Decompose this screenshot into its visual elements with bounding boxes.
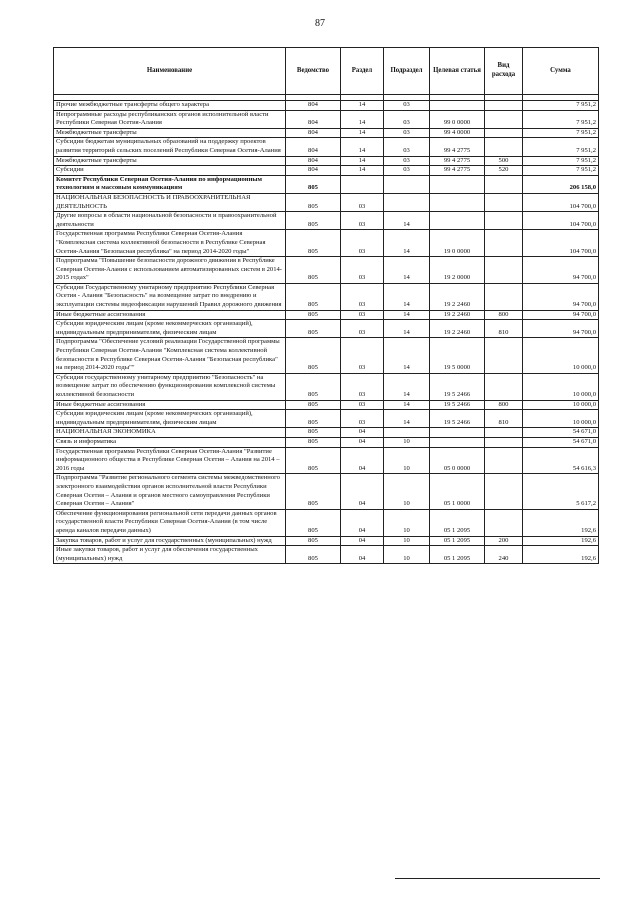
table-row xyxy=(54,447,599,474)
cell-ved: 805 xyxy=(286,320,341,338)
cell-vid xyxy=(485,373,523,400)
cell-razd: 04 xyxy=(341,509,384,536)
table-row xyxy=(54,546,599,564)
cell-pod xyxy=(384,175,430,193)
cell-ved: 805 xyxy=(286,447,341,474)
cell-vid xyxy=(485,474,523,509)
table-row xyxy=(54,156,599,166)
cell-vid: 810 xyxy=(485,320,523,338)
cell-name: Непрограммные расходы республиканских органов исполнительной власти Республики Северная Осетия-Алания xyxy=(54,110,286,128)
table-body xyxy=(54,95,599,564)
cell-name: Государственная программа Республики Северная Осетия-Алания "Развитие информационного общества в Республике Северная Осетия – Алания на 2014 – 2016 годы xyxy=(54,447,286,474)
cell-pod: 03 xyxy=(384,156,430,166)
cell-pod: 10 xyxy=(384,437,430,447)
cell-cel xyxy=(430,428,485,438)
cell-sum: 192,6 xyxy=(523,509,599,536)
cell-name: Субсидии Государственному унитарному предприятию Республики Северная Осетия - Алания "Безопасность" на возмещение затрат по внедрению и эксплуатации системы видеофиксации нарушений Правил дорожного движения xyxy=(54,283,286,310)
cell-cel: 19 2 2460 xyxy=(430,310,485,320)
cell-cel: 05 0 0000 xyxy=(430,447,485,474)
cell-vid: 500 xyxy=(485,156,523,166)
cell-cel: 05 1 0000 xyxy=(430,474,485,509)
cell-cel xyxy=(430,437,485,447)
cell-cel: 19 5 2466 xyxy=(430,373,485,400)
cell-name: Прочие межбюджетные трансферты общего характера xyxy=(54,101,286,111)
cell-name: НАЦИОНАЛЬНАЯ ЭКОНОМИКА xyxy=(54,428,286,438)
cell-sum: 54 671,0 xyxy=(523,428,599,438)
cell-sum: 192,6 xyxy=(523,536,599,546)
cell-razd: 03 xyxy=(341,193,384,211)
cell-name: Субсидии бюджетам муниципальных образований на поддержку проектов развития территорий сельских поселений Республики Северная Осетия-Алания xyxy=(54,138,286,156)
table-row xyxy=(54,437,599,447)
cell-razd: 14 xyxy=(341,166,384,176)
cell-name: Межбюджетные трансферты xyxy=(54,128,286,138)
cell-cel: 19 5 2466 xyxy=(430,400,485,410)
table-row xyxy=(54,257,599,284)
cell-vid xyxy=(485,509,523,536)
table-row xyxy=(54,338,599,373)
cell-sum: 94 700,0 xyxy=(523,283,599,310)
table-row xyxy=(54,138,599,156)
cell-pod: 10 xyxy=(384,536,430,546)
cell-pod: 14 xyxy=(384,320,430,338)
table-row xyxy=(54,428,599,438)
cell-cel: 05 1 2095 xyxy=(430,509,485,536)
cell-pod: 10 xyxy=(384,447,430,474)
cell-pod: 14 xyxy=(384,338,430,373)
table-row xyxy=(54,320,599,338)
cell-pod: 14 xyxy=(384,212,430,230)
cell-pod: 10 xyxy=(384,509,430,536)
cell-razd: 03 xyxy=(341,320,384,338)
cell-ved: 805 xyxy=(286,230,341,257)
cell-pod: 14 xyxy=(384,257,430,284)
cell-pod: 14 xyxy=(384,283,430,310)
cell-razd: 03 xyxy=(341,283,384,310)
cell-cel: 19 2 2460 xyxy=(430,320,485,338)
cell-cel: 99 4 2775 xyxy=(430,166,485,176)
header-vid: Вид расхода xyxy=(485,48,523,95)
cell-cel xyxy=(430,193,485,211)
cell-razd: 04 xyxy=(341,474,384,509)
cell-sum: 7 951,2 xyxy=(523,101,599,111)
cell-pod: 14 xyxy=(384,400,430,410)
cell-cel: 99 4 2775 xyxy=(430,156,485,166)
cell-razd: 04 xyxy=(341,428,384,438)
header-podrazd: Подраздел xyxy=(384,48,430,95)
cell-cel xyxy=(430,101,485,111)
table-row xyxy=(54,310,599,320)
cell-razd: 14 xyxy=(341,101,384,111)
cell-vid: 200 xyxy=(485,536,523,546)
cell-name: Субсидии юридическим лицам (кроме некоммерческих организаций), индивидуальным предпринимателям, физическим лицам xyxy=(54,320,286,338)
table-row xyxy=(54,110,599,128)
cell-razd: 04 xyxy=(341,536,384,546)
cell-sum: 10 000,0 xyxy=(523,410,599,428)
cell-vid xyxy=(485,128,523,138)
cell-vid xyxy=(485,101,523,111)
cell-name: Субсидия государственному унитарному предприятию "Безопасность" на возмещение затрат по обеспечению функционирования комплексной системы коллективной безопасности xyxy=(54,373,286,400)
cell-razd: 04 xyxy=(341,546,384,564)
cell-name: Подпрограмма "Обеспечение условий реализации Государственной программы Республики Северная Осетия-Алания "Комплексная система коллективной безопасности в Республике Северная Осетия-Алания "Безопасная республика" на период 2014-2020 годы"" xyxy=(54,338,286,373)
table-row xyxy=(54,474,599,509)
cell-razd: 14 xyxy=(341,110,384,128)
cell-ved: 805 xyxy=(286,546,341,564)
cell-pod: 14 xyxy=(384,373,430,400)
cell-vid: 800 xyxy=(485,310,523,320)
cell-name: Субсидии юридическим лицам (кроме некоммерческих организаций), индивидуальным предпринимателям, физическим лицам xyxy=(54,410,286,428)
table-header-row xyxy=(54,48,599,95)
cell-ved: 805 xyxy=(286,193,341,211)
cell-vid xyxy=(485,212,523,230)
cell-vid xyxy=(485,230,523,257)
cell-razd: 03 xyxy=(341,257,384,284)
cell-name: Закупка товаров, работ и услуг для государственных (муниципальных) нужд xyxy=(54,536,286,546)
cell-cel xyxy=(430,175,485,193)
cell-razd: 03 xyxy=(341,310,384,320)
cell-ved: 804 xyxy=(286,128,341,138)
cell-sum: 94 700,0 xyxy=(523,257,599,284)
cell-ved: 804 xyxy=(286,101,341,111)
cell-razd: 14 xyxy=(341,156,384,166)
cell-name: Комитет Республики Северная Осетия-Алания по информационным технологиям и массовым коммуникациям xyxy=(54,175,286,193)
cell-razd: 14 xyxy=(341,128,384,138)
cell-ved: 805 xyxy=(286,283,341,310)
cell-name: Другие вопросы в области национальной безопасности и правоохранительной деятельности xyxy=(54,212,286,230)
cell-sum: 104 700,0 xyxy=(523,212,599,230)
cell-razd xyxy=(341,175,384,193)
cell-ved: 805 xyxy=(286,310,341,320)
cell-vid xyxy=(485,283,523,310)
cell-sum: 10 000,0 xyxy=(523,338,599,373)
cell-ved: 805 xyxy=(286,509,341,536)
cell-razd: 04 xyxy=(341,447,384,474)
cell-pod: 14 xyxy=(384,410,430,428)
header-name: Наименование xyxy=(54,48,286,95)
cell-ved: 805 xyxy=(286,257,341,284)
cell-name: Иные бюджетные ассигнования xyxy=(54,310,286,320)
cell-ved: 805 xyxy=(286,410,341,428)
cell-ved: 805 xyxy=(286,400,341,410)
cell-name: Межбюджетные трансферты xyxy=(54,156,286,166)
cell-name: Подпрограмма "Повышение безопасности дорожного движения в Республике Северная Осетия-Алания с использованием автоматизированных систем в 2014-2015 годах" xyxy=(54,257,286,284)
cell-razd: 03 xyxy=(341,373,384,400)
table-row xyxy=(54,175,599,193)
cell-pod: 03 xyxy=(384,110,430,128)
cell-ved: 805 xyxy=(286,212,341,230)
cell-sum: 94 700,0 xyxy=(523,320,599,338)
cell-name: НАЦИОНАЛЬНАЯ БЕЗОПАСНОСТЬ И ПРАВООХРАНИТЕЛЬНАЯ ДЕЯТЕЛЬНОСТЬ xyxy=(54,193,286,211)
cell-cel: 19 5 0000 xyxy=(430,338,485,373)
cell-ved: 805 xyxy=(286,373,341,400)
cell-ved: 804 xyxy=(286,110,341,128)
cell-razd: 03 xyxy=(341,212,384,230)
cell-name: Иные бюджетные ассигнования xyxy=(54,400,286,410)
cell-name: Иные закупки товаров, работ и услуг для обеспечения государственных (муниципальных) нужд xyxy=(54,546,286,564)
table-row xyxy=(54,283,599,310)
cell-ved: 804 xyxy=(286,138,341,156)
table-row xyxy=(54,373,599,400)
cell-sum: 7 951,2 xyxy=(523,166,599,176)
cell-razd: 03 xyxy=(341,400,384,410)
cell-ved: 805 xyxy=(286,474,341,509)
cell-ved: 805 xyxy=(286,437,341,447)
cell-sum: 7 951,2 xyxy=(523,138,599,156)
cell-vid: 800 xyxy=(485,400,523,410)
cell-sum: 206 158,0 xyxy=(523,175,599,193)
cell-pod xyxy=(384,193,430,211)
header-cel: Целевая статья xyxy=(430,48,485,95)
cell-vid: 810 xyxy=(485,410,523,428)
page-number: 87 xyxy=(315,18,325,29)
cell-name: Подпрограмма "Развитие регионального сегмента системы межведомственного электронного взаимодействия органов исполнительной власти Республики Северная Осетия – Алания и органов местного самоуправления Республики Северная Осетия – Алания" xyxy=(54,474,286,509)
cell-cel: 19 5 2466 xyxy=(430,410,485,428)
cell-razd: 14 xyxy=(341,138,384,156)
cell-ved: 805 xyxy=(286,536,341,546)
cell-cel: 19 2 2460 xyxy=(430,283,485,310)
cell-sum: 10 000,0 xyxy=(523,400,599,410)
cell-vid xyxy=(485,110,523,128)
cell-name: Обеспечение функционирования региональной сети передачи данных органов государственной власти Республики Северная Осетия-Алания (в том числе аренда каналов передачи данных) xyxy=(54,509,286,536)
cell-vid: 520 xyxy=(485,166,523,176)
cell-sum: 94 700,0 xyxy=(523,310,599,320)
cell-pod: 10 xyxy=(384,546,430,564)
footer-rule xyxy=(395,878,600,879)
table-row xyxy=(54,230,599,257)
cell-sum: 7 951,2 xyxy=(523,110,599,128)
cell-cel: 19 2 0000 xyxy=(430,257,485,284)
cell-cel: 99 4 0000 xyxy=(430,128,485,138)
cell-name: Государственная программа Республики Северная Осетия-Алания "Комплексная система коллективной безопасности в Республике Северная Осетия-Алания "Безопасная республика" на период 2014-2020 годы" xyxy=(54,230,286,257)
cell-sum: 54 671,0 xyxy=(523,437,599,447)
cell-cel: 99 0 0000 xyxy=(430,110,485,128)
cell-cel xyxy=(430,212,485,230)
cell-vid xyxy=(485,175,523,193)
cell-razd: 03 xyxy=(341,338,384,373)
cell-sum: 192,6 xyxy=(523,546,599,564)
table-row xyxy=(54,400,599,410)
cell-pod: 03 xyxy=(384,128,430,138)
budget-table xyxy=(53,47,599,564)
cell-ved: 805 xyxy=(286,428,341,438)
table-row xyxy=(54,193,599,211)
cell-vid xyxy=(485,338,523,373)
cell-pod: 14 xyxy=(384,310,430,320)
table-row xyxy=(54,536,599,546)
cell-pod: 10 xyxy=(384,474,430,509)
cell-vid xyxy=(485,447,523,474)
cell-vid xyxy=(485,257,523,284)
cell-sum: 104 700,0 xyxy=(523,230,599,257)
cell-ved: 805 xyxy=(286,175,341,193)
cell-ved: 804 xyxy=(286,156,341,166)
cell-vid xyxy=(485,193,523,211)
cell-vid xyxy=(485,437,523,447)
cell-sum: 7 951,2 xyxy=(523,128,599,138)
cell-pod: 14 xyxy=(384,230,430,257)
table-row xyxy=(54,410,599,428)
table-row xyxy=(54,509,599,536)
header-sum: Сумма xyxy=(523,48,599,95)
cell-name: Субсидии xyxy=(54,166,286,176)
cell-pod xyxy=(384,428,430,438)
cell-sum: 54 616,3 xyxy=(523,447,599,474)
cell-cel: 05 1 2095 xyxy=(430,536,485,546)
table-row xyxy=(54,128,599,138)
cell-vid: 240 xyxy=(485,546,523,564)
cell-sum: 7 951,2 xyxy=(523,156,599,166)
cell-sum: 10 000,0 xyxy=(523,373,599,400)
cell-pod: 03 xyxy=(384,101,430,111)
table-row xyxy=(54,212,599,230)
cell-razd: 03 xyxy=(341,230,384,257)
cell-vid xyxy=(485,138,523,156)
cell-pod: 03 xyxy=(384,166,430,176)
table-row xyxy=(54,101,599,111)
cell-cel: 19 0 0000 xyxy=(430,230,485,257)
cell-cel: 99 4 2775 xyxy=(430,138,485,156)
table-row xyxy=(54,166,599,176)
cell-cel: 05 1 2095 xyxy=(430,546,485,564)
cell-sum: 5 617,2 xyxy=(523,474,599,509)
cell-razd: 04 xyxy=(341,437,384,447)
cell-ved: 804 xyxy=(286,166,341,176)
cell-vid xyxy=(485,428,523,438)
cell-razd: 03 xyxy=(341,410,384,428)
header-razd: Раздел xyxy=(341,48,384,95)
cell-sum: 104 700,0 xyxy=(523,193,599,211)
header-ved: Ведомство xyxy=(286,48,341,95)
cell-ved: 805 xyxy=(286,338,341,373)
cell-pod: 03 xyxy=(384,138,430,156)
cell-name: Связь и информатика xyxy=(54,437,286,447)
